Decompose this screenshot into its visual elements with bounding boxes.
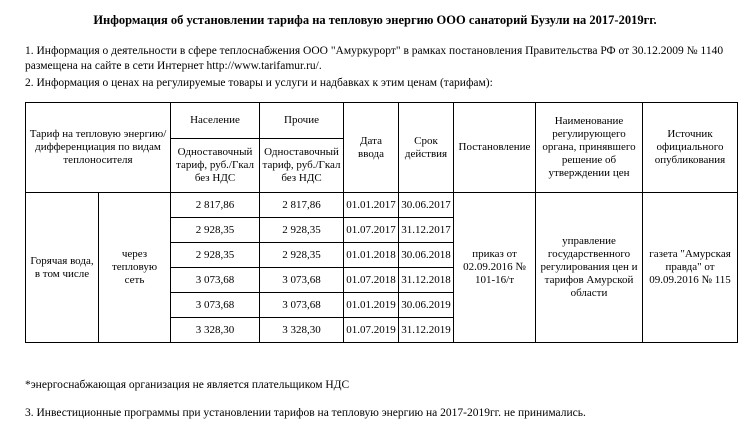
cell-other: 3 328,30 — [260, 318, 344, 343]
cell-date-from: 01.07.2017 — [344, 218, 399, 243]
cell-authority: управление государственного регулирования цен и тарифов Амурской области — [536, 193, 643, 343]
paragraph-1-line-2: размещена на сайте в сети Интернет http://www.tarifamur.ru/. — [25, 60, 322, 72]
cell-date-from: 01.01.2019 — [344, 293, 399, 318]
table-row — [26, 193, 738, 218]
header-population-sub: Одноставочный тариф, руб./Гкал без НДС — [171, 139, 260, 193]
cell-date-from: 01.07.2019 — [344, 318, 399, 343]
cell-population: 3 328,30 — [171, 318, 260, 343]
cell-date-from: 01.01.2017 — [344, 193, 399, 218]
row-label: Горячая вода, в том числе — [26, 193, 99, 343]
cell-other: 2 928,35 — [260, 218, 344, 243]
cell-other: 2 928,35 — [260, 243, 344, 268]
cell-date-from: 01.01.2018 — [344, 243, 399, 268]
header-date-in: Дата ввода — [344, 103, 399, 193]
paragraph-2: 2. Информация о ценах на регулируемые товары и услуги и надбавках к этим ценам (тарифам): — [25, 77, 493, 89]
header-other-sub: Одноставочный тариф, руб./Гкал без НДС — [260, 139, 344, 193]
header-source: Источник официального опубликования — [643, 103, 738, 193]
cell-other: 3 073,68 — [260, 293, 344, 318]
cell-resolution: приказ от 02.09.2016 № 101-16/т — [454, 193, 536, 343]
cell-date-to: 31.12.2018 — [399, 268, 454, 293]
cell-date-to: 30.06.2019 — [399, 293, 454, 318]
cell-date-from: 01.07.2018 — [344, 268, 399, 293]
cell-population: 2 817,86 — [171, 193, 260, 218]
cell-other: 2 817,86 — [260, 193, 344, 218]
header-tariff: Тариф на тепловую энергию/дифференциация по видам теплоносителя — [26, 103, 171, 193]
tariff-table — [25, 102, 738, 343]
vat-note: *энергоснабжающая организация не является плательщиком НДС — [25, 379, 350, 391]
cell-date-to: 30.06.2018 — [399, 243, 454, 268]
cell-source: газета "Амурская правда" от 09.09.2016 № 115 — [643, 193, 738, 343]
paragraph-1 — [25, 44, 723, 74]
paragraph-3: 3. Инвестиционные программы при установлении тарифов на тепловую энергию на 2017-2019гг. не принимались. — [25, 407, 586, 419]
row-sublabel: через тепловую сеть — [99, 193, 171, 343]
cell-other: 3 073,68 — [260, 268, 344, 293]
cell-population: 2 928,35 — [171, 243, 260, 268]
header-population: Население — [171, 103, 260, 139]
cell-population: 3 073,68 — [171, 268, 260, 293]
header-other: Прочие — [260, 103, 344, 139]
header-resolution: Постановление — [454, 103, 536, 193]
cell-population: 3 073,68 — [171, 293, 260, 318]
cell-population: 2 928,35 — [171, 218, 260, 243]
cell-date-to: 30.06.2017 — [399, 193, 454, 218]
cell-date-to: 31.12.2017 — [399, 218, 454, 243]
cell-date-to: 31.12.2019 — [399, 318, 454, 343]
header-validity: Срок действия — [399, 103, 454, 193]
paragraph-1-line-1: 1. Информация о деятельности в сфере теплоснабжения ООО "Амуркурорт" в рамках постановления Правительства РФ от 30.12.2009 № 1140 — [25, 45, 724, 57]
page-title: Информация об установлении тарифа на тепловую энергию ООО санаторий Бузули на 2017-2019гг. — [93, 13, 657, 27]
header-authority: Наименование регулирующего органа, принявшего решение об утверждении цен — [536, 103, 643, 193]
